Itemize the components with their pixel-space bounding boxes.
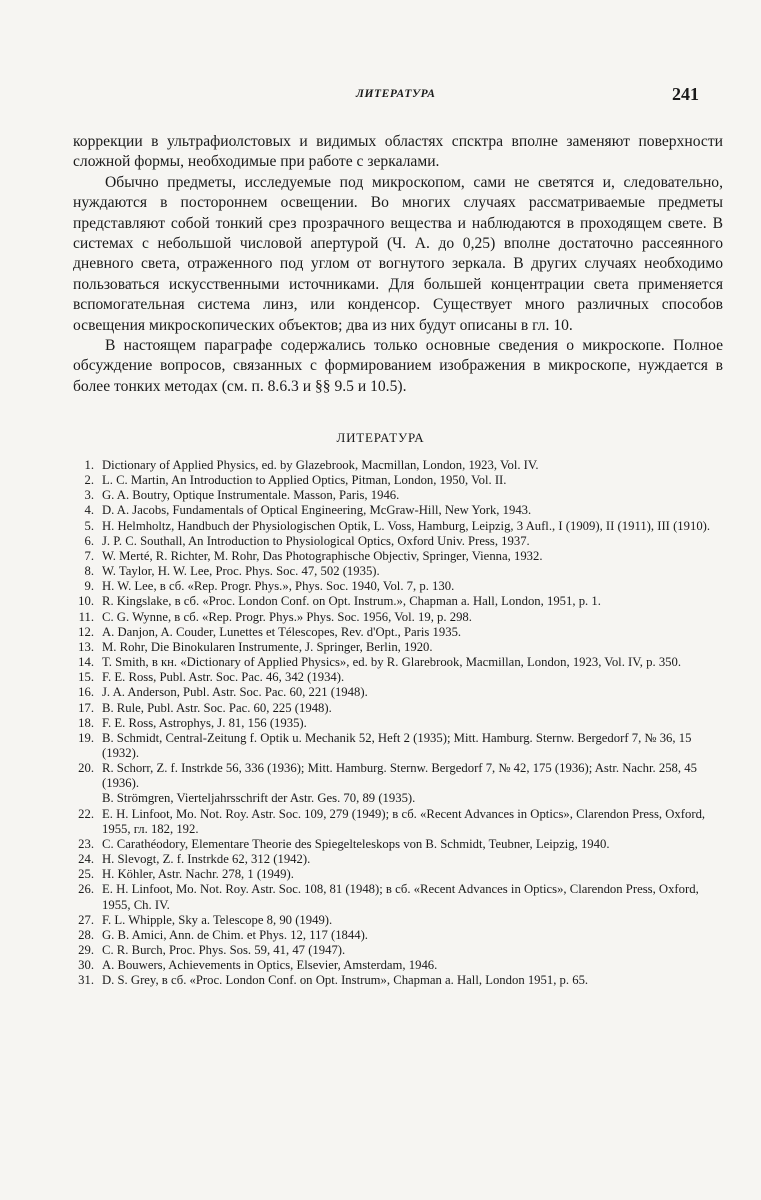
reference-number: 6. [84, 533, 94, 548]
reference-number: 13. [78, 639, 94, 654]
reference-item [73, 640, 723, 655]
reference-item [73, 852, 723, 867]
running-head [0, 86, 761, 106]
reference-number: 25. [78, 867, 94, 882]
reference-number: 14. [78, 655, 94, 670]
reference-number: 9. [84, 579, 94, 594]
reference-number: 27. [78, 912, 94, 927]
reference-item [73, 579, 723, 594]
reference-text: F. E. Ross, Publ. Astr. Soc. Pac. 46, 342 (1934). [102, 670, 345, 685]
reference-item [73, 867, 723, 882]
reference-item [73, 564, 723, 579]
reference-item [73, 519, 723, 534]
reference-text: R. Schorr, Z. f. Instrkde 56, 336 (1936); Mitt. Hamburg. Sternw. Bergedorf 7, № 42, 175 (1936); Astr. Nachr. 258, 45 (1936). [102, 761, 697, 791]
paragraph: В настоящем параграфе содержались только основные сведения о микроскопе. Полное обсуждение вопросов, связанных с формированием изображения в микроскопе, нуждается в более тонких методах (см. п. 8.6.3 и §§ 9.5 и 10.5). [73, 337, 723, 395]
reference-item [73, 685, 723, 700]
reference-item [73, 503, 723, 518]
reference-list [73, 458, 723, 988]
reference-text: D. A. Jacobs, Fundamentals of Optical Engineering, McGraw-Hill, New York, 1943. [102, 503, 532, 518]
reference-item [73, 807, 723, 837]
reference-number: 30. [78, 958, 94, 973]
reference-text: A. Bouwers, Achievements in Optics, Elsevier, Amsterdam, 1946. [102, 958, 438, 973]
reference-number: 8. [84, 564, 94, 579]
reference-text: B. Strömgren, Vierteljahrsschrift der Astr. Ges. 70, 89 (1935). [102, 791, 416, 806]
reference-text: B. Rule, Publ. Astr. Soc. Pac. 60, 225 (1948). [102, 700, 332, 715]
reference-text: H. Slevogt, Z. f. Instrkde 62, 312 (1942). [102, 852, 311, 867]
reference-text: B. Schmidt, Central-Zeitung f. Optik u. Mechanik 52, Heft 2 (1935); Mitt. Hamburg. Sternw. Bergedorf 7, № 36, 15 (1932). [102, 730, 692, 760]
reference-item [73, 488, 723, 503]
reference-number: 28. [78, 927, 94, 942]
reference-number: 2. [84, 473, 94, 488]
reference-number: 12. [78, 624, 94, 639]
reference-number: 5. [84, 518, 94, 533]
reference-item [73, 701, 723, 716]
reference-number: 11. [78, 609, 94, 624]
reference-item [73, 943, 723, 958]
reference-text: E. H. Linfoot, Mo. Not. Roy. Astr. Soc. 108, 81 (1948); в сб. «Recent Advances in Optics», Clarendon Press, Oxford, 1955, Ch. IV. [102, 882, 699, 912]
running-title: ЛИТЕРАТУРА [356, 88, 436, 100]
reference-item [73, 716, 723, 731]
reference-text: C. R. Burch, Proc. Phys. Sos. 59, 41, 47 (1947). [102, 943, 346, 957]
reference-item [73, 837, 723, 852]
reference-item [73, 761, 723, 791]
reference-item [73, 791, 723, 806]
reference-item [73, 625, 723, 640]
reference-item [73, 534, 723, 549]
reference-number: 17. [78, 700, 94, 715]
reference-text: L. C. Martin, An Introduction to Applied Optics, Pitman, London, 1950, Vol. II. [102, 473, 507, 488]
reference-text: C. G. Wynne, в сб. «Rep. Progr. Phys.» Phys. Soc. 1956, Vol. 19, p. 298. [102, 609, 472, 624]
reference-text: F. L. Whipple, Sky a. Telescope 8, 90 (1949). [102, 912, 333, 927]
reference-number: 23. [78, 836, 94, 851]
reference-item [73, 882, 723, 912]
reference-item [73, 458, 723, 473]
reference-number: 20. [78, 761, 94, 776]
reference-text: D. S. Grey, в сб. «Proc. London Conf. on Opt. Instrum», Chapman a. Hall, London 1951, p. 65. [102, 973, 589, 988]
reference-number: 15. [78, 670, 94, 685]
reference-number: 18. [78, 715, 94, 730]
reference-item [73, 473, 723, 488]
reference-item [73, 549, 723, 564]
reference-text: J. P. C. Southall, An Introduction to Physiological Optics, Oxford Univ. Press, 1937. [102, 533, 530, 548]
reference-number: 4. [84, 503, 94, 518]
reference-text: E. H. Linfoot, Mo. Not. Roy. Astr. Soc. 109, 279 (1949); в сб. «Recent Advances in Optics», Clarendon Press, Oxford, 1955, гл. 182, 192. [102, 806, 706, 836]
reference-text: H. Helmholtz, Handbuch der Physiologischen Optik, L. Voss, Hamburg, Leipzig, 3 Aufl., I (1909), II (1911), III (1910). [102, 518, 711, 533]
reference-text: F. E. Ross, Astrophys, J. 81, 156 (1935). [102, 715, 307, 730]
reference-item [73, 594, 723, 609]
body-text [73, 132, 723, 397]
reference-number: 1. [84, 458, 94, 472]
reference-item [73, 913, 723, 928]
reference-item [73, 610, 723, 625]
reference-text: H. Köhler, Astr. Nachr. 278, 1 (1949). [102, 867, 294, 882]
reference-text: W. Merté, R. Richter, M. Rohr, Das Photographische Objectiv, Springer, Vienna, 1932. [102, 548, 543, 563]
reference-item [73, 655, 723, 670]
reference-number: 3. [84, 488, 94, 503]
reference-text: G. A. Boutry, Optique Instrumentale. Masson, Paris, 1946. [102, 488, 400, 503]
paragraph: Обычно предметы, исследуемые под микроскопом, сами не светятся и, следовательно, нуждаются в постороннем освещении. Во многих случаях рассматриваемые предметы представляют собой тонкий срез прозрачного вещества и наблюдаются в проходящем свете. В системах с небольшой числовой апертурой (Ч. А. до 0,25) вполне достаточно рассеянного дневного света, отраженного под углом от вогнутого зеркала. В других случаях необходимо пользоваться искусственными источниками. Для большей концентрации света применяется вспомогательная система линз, или конденсор. Существует много различных способов освещения микроскопических объектов; два из них будут описаны в гл. 10. [73, 173, 723, 334]
reference-number: 7. [84, 548, 94, 563]
reference-item [73, 958, 723, 973]
section-heading: ЛИТЕРАТУРА [336, 430, 425, 445]
reference-text: M. Rohr, Die Binokularen Instrumente, J. Springer, Berlin, 1920. [102, 639, 433, 654]
reference-number: 26. [78, 882, 94, 897]
reference-number: 22. [78, 806, 94, 821]
reference-number: 19. [78, 730, 94, 745]
reference-text: J. A. Anderson, Publ. Astr. Soc. Pac. 60, 221 (1948). [102, 685, 368, 700]
reference-number: 31. [78, 973, 94, 988]
page-number: 241 [672, 84, 699, 104]
paragraph: коррекции в ультрафиолстовых и видимых областях спсктра вполне заменяют поверхности сложной формы, необходимые при работе с зеркалами. [73, 133, 723, 171]
reference-text: G. B. Amici, Ann. de Chim. et Phys. 12, 117 (1844). [102, 927, 368, 942]
reference-text: T. Smith, в кн. «Dictionary of Applied Physics», ed. by R. Glarebrook, Macmillan, London, 1923, Vol. IV, p. 350. [102, 655, 682, 670]
reference-item [73, 973, 723, 988]
reference-text: C. Carathéodory, Elementare Theorie des Spiegelteleskops von B. Schmidt, Teubner, Leipzig, 1940. [102, 836, 610, 851]
reference-text: R. Kingslake, в сб. «Proc. London Conf. on Opt. Instrum.», Chapman a. Hall, London, 1951, p. 1. [102, 594, 601, 609]
reference-item [73, 670, 723, 685]
reference-number: 24. [78, 852, 94, 867]
reference-number: 29. [78, 943, 94, 957]
reference-number: 10. [78, 594, 94, 609]
reference-item [73, 928, 723, 943]
reference-text: A. Danjon, A. Couder, Lunettes et Télescopes, Rev. d'Opt., Paris 1935. [102, 624, 462, 639]
reference-item [73, 731, 723, 761]
reference-text: H. W. Lee, в сб. «Rep. Progr. Phys.», Phys. Soc. 1940, Vol. 7, p. 130. [102, 579, 455, 594]
reference-text: Dictionary of Applied Physics, ed. by Glazebrook, Macmillan, London, 1923, Vol. IV. [102, 458, 539, 472]
reference-text: W. Taylor, H. W. Lee, Proc. Phys. Soc. 47, 502 (1935). [102, 564, 380, 579]
reference-number: 16. [78, 685, 94, 700]
